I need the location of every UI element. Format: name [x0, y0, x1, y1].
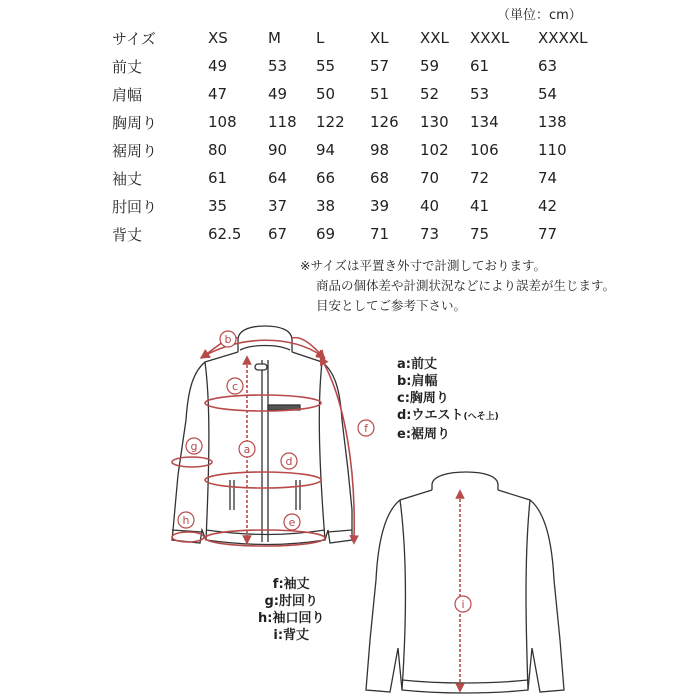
- table-cell: 59: [420, 57, 440, 75]
- table-cell: 74: [538, 169, 558, 187]
- table-cell: 90: [268, 141, 288, 159]
- table-cell: L: [316, 29, 325, 47]
- table-cell: 122: [316, 113, 345, 131]
- table-cell: 75: [470, 225, 490, 243]
- table-cell: 64: [268, 169, 288, 187]
- marker-f: [358, 420, 374, 436]
- legend-item: f:袖丈: [272, 577, 310, 592]
- row-label: 肘回り: [112, 197, 158, 216]
- marker-d: [281, 453, 297, 469]
- table-cell: 138: [538, 113, 567, 131]
- table-cell: 72: [470, 169, 490, 187]
- table-cell: 73: [420, 225, 440, 243]
- table-cell: 66: [316, 169, 336, 187]
- table-cell: 42: [538, 197, 558, 215]
- row-label: 背丈: [112, 225, 143, 244]
- table-cell: XXXXL: [538, 29, 588, 47]
- row-label: 前丈: [112, 57, 143, 76]
- table-cell: 71: [370, 225, 390, 243]
- table-cell: 38: [316, 197, 336, 215]
- table-cell: 70: [420, 169, 440, 187]
- table-cell: 67: [268, 225, 288, 243]
- table-cell: 35: [208, 197, 228, 215]
- table-cell: 102: [420, 141, 449, 159]
- table-cell: 80: [208, 141, 228, 159]
- marker-e: [284, 514, 300, 530]
- sleeve-back-legend: [258, 576, 324, 644]
- front-jacket-illustration: [172, 326, 352, 545]
- table-cell: 53: [470, 85, 490, 103]
- marker-g: [186, 438, 202, 454]
- table-cell: 62.5: [208, 225, 242, 243]
- note-line: 目安としてご参考下さい。: [316, 298, 467, 313]
- svg-text:g: g: [190, 440, 198, 453]
- table-cell: 126: [370, 113, 399, 131]
- table-cell: 106: [470, 141, 499, 159]
- table-cell: 130: [420, 113, 449, 131]
- table-cell: XXL: [420, 29, 449, 47]
- table-cell: 54: [538, 85, 558, 103]
- legend-item: c:胸周り: [397, 391, 449, 406]
- svg-text:d: d: [285, 455, 293, 468]
- table-cell: 41: [470, 197, 490, 215]
- table-cell: 49: [268, 85, 288, 103]
- table-cell: 55: [316, 57, 336, 75]
- table-cell: XS: [208, 29, 228, 47]
- svg-text:c: c: [231, 380, 239, 393]
- row-label: 袖丈: [112, 169, 143, 188]
- table-cell: 118: [268, 113, 297, 131]
- svg-text:b: b: [224, 333, 232, 346]
- legend-item: b:肩幅: [397, 374, 438, 389]
- svg-text:h: h: [182, 514, 190, 527]
- table-cell: 49: [208, 57, 228, 75]
- front-legend: [397, 356, 499, 443]
- table-cell: 50: [316, 85, 336, 103]
- marker-a: [239, 441, 255, 457]
- table-cell: 134: [470, 113, 499, 131]
- svg-text:a: a: [243, 443, 251, 456]
- marker-i: [455, 596, 471, 612]
- svg-text:e: e: [288, 516, 296, 529]
- table-cell: 63: [538, 57, 558, 75]
- table-cell: 94: [316, 141, 336, 159]
- legend-item: g:肘回り: [264, 594, 318, 609]
- table-cell: 98: [370, 141, 390, 159]
- row-label: サイズ: [112, 29, 156, 48]
- unit-label: （単位：cm）: [497, 8, 582, 23]
- table-cell: 69: [316, 225, 336, 243]
- table-cell: 37: [268, 197, 288, 215]
- legend-item: d:ウエスト(へそ上): [397, 408, 499, 423]
- table-cell: 40: [420, 197, 440, 215]
- legend-item: i:背丈: [273, 628, 310, 643]
- row-label: 肩幅: [112, 85, 143, 104]
- table-cell: 68: [370, 169, 390, 187]
- table-cell: 77: [538, 225, 558, 243]
- legend-item: a:前丈: [397, 357, 437, 372]
- row-label: 胸周り: [112, 113, 158, 132]
- note-line: ※サイズは平置き外寸で計測しております。: [300, 258, 546, 273]
- back-jacket-illustration: [366, 472, 564, 693]
- table-cell: 52: [420, 85, 440, 103]
- table-cell: 47: [208, 85, 228, 103]
- svg-text:i: i: [461, 598, 465, 611]
- table-cell: 53: [268, 57, 288, 75]
- table-cell: 61: [470, 57, 490, 75]
- table-cell: 39: [370, 197, 390, 215]
- table-cell: XXXL: [470, 29, 510, 47]
- table-cell: XL: [370, 29, 389, 47]
- table-cell: 57: [370, 57, 390, 75]
- table-cell: 108: [208, 113, 237, 131]
- table-cell: 110: [538, 141, 567, 159]
- note-line: 商品の個体差や計測状況などにより誤差が生じます。: [316, 278, 616, 293]
- row-label: 裾周り: [112, 141, 158, 160]
- table-cell: 61: [208, 169, 228, 187]
- table-cell: 51: [370, 85, 390, 103]
- legend-item: e:裾周り: [397, 427, 451, 442]
- marker-c: [227, 378, 243, 394]
- table-cell: M: [268, 29, 281, 47]
- svg-text:f: f: [364, 422, 368, 435]
- marker-h: [178, 512, 194, 528]
- marker-b: [220, 331, 236, 347]
- legend-item: h:袖口回り: [258, 611, 325, 626]
